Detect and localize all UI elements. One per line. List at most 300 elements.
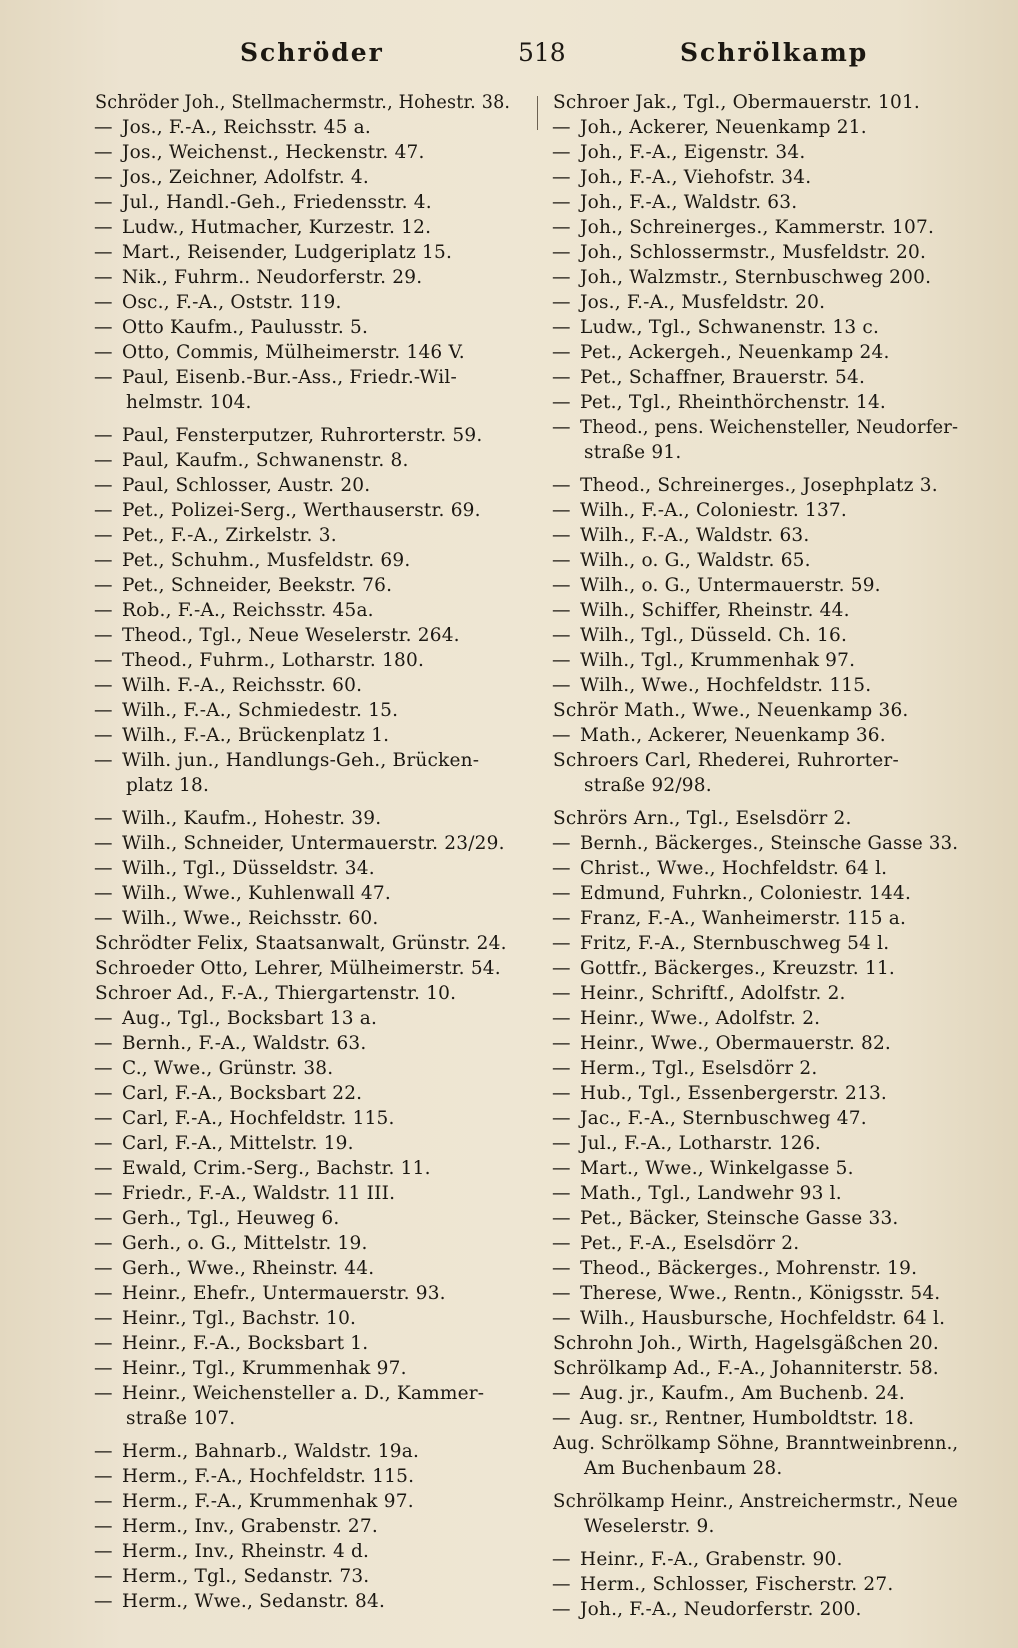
entry-text: Wilh., Schneider, Untermauerstr. 23/29. bbox=[122, 833, 505, 854]
directory-entry bbox=[92, 315, 512, 340]
entry-text: Joh., Schreinerges., Kammerstr. 107. bbox=[580, 217, 935, 238]
directory-entry bbox=[550, 1406, 960, 1431]
repeat-dash: — bbox=[94, 1516, 113, 1537]
entry-text: Heinr., F.-A., Bocksbart 1. bbox=[122, 1333, 369, 1354]
directory-entry bbox=[92, 1081, 512, 1106]
repeat-dash: — bbox=[94, 1108, 113, 1129]
repeat-dash: — bbox=[94, 550, 113, 571]
entry-text: Ludw., Tgl., Schwanenstr. 13 c. bbox=[580, 317, 880, 338]
entry-text: Schrölkamp Ad., F.-A., Johanniterstr. 58. bbox=[553, 1358, 939, 1379]
entry-text: Jul., Handl.-Geh., Friedensstr. 4. bbox=[122, 192, 432, 213]
entry-text: Joh., Schlossermstr., Musfeldstr. 20. bbox=[580, 242, 927, 263]
repeat-dash: — bbox=[552, 958, 571, 979]
directory-entry bbox=[550, 1106, 960, 1131]
directory-entry-continuation bbox=[550, 773, 960, 798]
entry-text: Paul, Schlosser, Austr. 20. bbox=[122, 475, 371, 496]
entry-text: Bernh., Bäckerges., Steinsche Gasse 33. bbox=[580, 833, 959, 854]
entry-text: Wilh., Wwe., Hochfeldstr. 115. bbox=[580, 675, 872, 696]
repeat-dash: — bbox=[94, 167, 113, 188]
directory-entry bbox=[92, 548, 512, 573]
repeat-dash: — bbox=[94, 1158, 113, 1179]
directory-entry bbox=[92, 1106, 512, 1131]
repeat-dash: — bbox=[94, 575, 113, 596]
directory-entry bbox=[92, 1056, 512, 1081]
repeat-dash: — bbox=[552, 1083, 571, 1104]
entry-text: Wilh., F.-A., Schmiedestr. 15. bbox=[122, 700, 399, 721]
entry-text: Theod., Bäckerges., Mohrenstr. 19. bbox=[580, 1258, 918, 1279]
directory-entry bbox=[550, 340, 960, 365]
directory-entry bbox=[92, 806, 512, 831]
repeat-dash: — bbox=[94, 725, 113, 746]
directory-entry bbox=[550, 1256, 960, 1281]
entry-text: Herm., Tgl., Sedanstr. 73. bbox=[122, 1566, 370, 1587]
entry-text: Theod., pens. Weichensteller, Neudorfer- bbox=[580, 417, 959, 438]
entry-text: Pet., Schaffner, Brauerstr. 54. bbox=[580, 367, 866, 388]
repeat-dash: — bbox=[552, 392, 571, 413]
directory-entry-continuation bbox=[550, 1456, 960, 1481]
directory-entry bbox=[550, 365, 960, 390]
directory-entry bbox=[92, 165, 512, 190]
entry-text: Math., Ackerer, Neuenkamp 36. bbox=[580, 725, 886, 746]
repeat-dash: — bbox=[94, 858, 113, 879]
directory-entry bbox=[92, 1564, 512, 1589]
entry-text: straße 107. bbox=[126, 1408, 236, 1429]
repeat-dash: — bbox=[94, 1591, 113, 1612]
repeat-dash: — bbox=[552, 1574, 571, 1595]
directory-entry bbox=[92, 1156, 512, 1181]
repeat-dash: — bbox=[552, 1158, 571, 1179]
directory-entry bbox=[92, 981, 512, 1006]
directory-entry bbox=[92, 956, 512, 981]
repeat-dash: — bbox=[552, 500, 571, 521]
directory-entry bbox=[92, 1181, 512, 1206]
directory-entry bbox=[92, 881, 512, 906]
entry-text: Joh., F.-A., Viehofstr. 34. bbox=[580, 167, 812, 188]
directory-entry bbox=[92, 1031, 512, 1056]
directory-entry bbox=[92, 140, 512, 165]
entry-text: Gerh., o. G., Mittelstr. 19. bbox=[122, 1233, 368, 1254]
entry-text: Schröder Joh., Stellmachermstr., Hohestr. 38. bbox=[95, 92, 511, 113]
directory-entry bbox=[550, 1206, 960, 1231]
directory-entry bbox=[550, 315, 960, 340]
directory-entry bbox=[92, 931, 512, 956]
repeat-dash: — bbox=[552, 475, 571, 496]
repeat-dash: — bbox=[552, 1183, 571, 1204]
entry-text: Otto Kaufm., Paulusstr. 5. bbox=[122, 317, 369, 338]
directory-entry bbox=[550, 856, 960, 881]
entry-text: Edmund, Fuhrkn., Coloniestr. 144. bbox=[580, 883, 912, 904]
entry-text: Jac., F.-A., Sternbuschweg 47. bbox=[580, 1108, 867, 1129]
directory-entry bbox=[92, 623, 512, 648]
directory-entry bbox=[92, 1539, 512, 1564]
repeat-dash: — bbox=[552, 983, 571, 1004]
directory-entry bbox=[92, 215, 512, 240]
directory-entry bbox=[550, 698, 960, 723]
directory-entry bbox=[550, 1572, 960, 1597]
directory-entry bbox=[92, 423, 512, 448]
entry-text: Herm., F.-A., Hochfeldstr. 115. bbox=[122, 1466, 415, 1487]
repeat-dash: — bbox=[94, 242, 113, 263]
repeat-dash: — bbox=[552, 242, 571, 263]
repeat-dash: — bbox=[552, 142, 571, 163]
directory-entry bbox=[92, 1439, 512, 1464]
directory-entry bbox=[92, 1306, 512, 1331]
entry-text: Rob., F.-A., Reichsstr. 45a. bbox=[122, 600, 374, 621]
directory-entry bbox=[550, 1131, 960, 1156]
directory-entry bbox=[92, 498, 512, 523]
directory-entry bbox=[92, 906, 512, 931]
entry-text: Wilh. F.-A., Reichsstr. 60. bbox=[122, 675, 363, 696]
directory-entry bbox=[550, 648, 960, 673]
entry-text: Wilh., Hausbursche, Hochfeldstr. 64 l. bbox=[580, 1308, 946, 1329]
repeat-dash: — bbox=[552, 933, 571, 954]
directory-entry bbox=[92, 1231, 512, 1256]
directory-entry bbox=[550, 140, 960, 165]
directory-entry bbox=[550, 723, 960, 748]
directory-entry bbox=[550, 1381, 960, 1406]
entry-text: Heinr., Wwe., Obermauerstr. 82. bbox=[580, 1033, 892, 1054]
directory-entry bbox=[92, 1006, 512, 1031]
repeat-dash: — bbox=[552, 1549, 571, 1570]
repeat-dash: — bbox=[552, 1408, 571, 1429]
repeat-dash: — bbox=[94, 808, 113, 829]
entry-text: Aug. jr., Kaufm., Am Buchenb. 24. bbox=[580, 1383, 905, 1404]
directory-entry bbox=[550, 598, 960, 623]
directory-entry bbox=[92, 115, 512, 140]
directory-entry bbox=[550, 748, 960, 773]
entry-text: Jos., Zeichner, Adolfstr. 4. bbox=[122, 167, 369, 188]
directory-entry bbox=[92, 1356, 512, 1381]
repeat-dash: — bbox=[552, 1133, 571, 1154]
repeat-dash: — bbox=[94, 1208, 113, 1229]
directory-entry bbox=[92, 1331, 512, 1356]
entry-text: Pet., F.-A., Zirkelstr. 3. bbox=[122, 525, 337, 546]
entry-text: Heinr., F.-A., Grabenstr. 90. bbox=[580, 1549, 843, 1570]
repeat-dash: — bbox=[94, 267, 113, 288]
entry-text: Pet., Bäcker, Steinsche Gasse 33. bbox=[580, 1208, 899, 1229]
entry-text: Math., Tgl., Landwehr 93 l. bbox=[580, 1183, 842, 1204]
directory-entry bbox=[550, 473, 960, 498]
entry-text: Carl, F.-A., Hochfeldstr. 115. bbox=[122, 1108, 395, 1129]
entry-text: Herm., Bahnarb., Waldstr. 19a. bbox=[122, 1441, 420, 1462]
entry-text: straße 91. bbox=[584, 442, 682, 463]
entry-text: Gerh., Tgl., Heuweg 6. bbox=[122, 1208, 340, 1229]
directory-entry bbox=[92, 648, 512, 673]
entry-text: Wilh., Wwe., Kuhlenwall 47. bbox=[122, 883, 391, 904]
directory-entry bbox=[92, 1464, 512, 1489]
entry-text: Herm., Inv., Grabenstr. 27. bbox=[122, 1516, 378, 1537]
directory-entry bbox=[92, 90, 512, 115]
repeat-dash: — bbox=[94, 1441, 113, 1462]
entry-text: Wilh., o. G., Untermauerstr. 59. bbox=[580, 575, 881, 596]
directory-entry bbox=[92, 1514, 512, 1539]
repeat-dash: — bbox=[552, 883, 571, 904]
entry-text: Mart., Reisender, Ludgeriplatz 15. bbox=[122, 242, 453, 263]
directory-entry bbox=[550, 1181, 960, 1206]
directory-entry bbox=[550, 673, 960, 698]
repeat-dash: — bbox=[552, 1258, 571, 1279]
entry-text: Pet., Schuhm., Musfeldstr. 69. bbox=[122, 550, 411, 571]
entry-text: Mart., Wwe., Winkelgasse 5. bbox=[580, 1158, 854, 1179]
entry-text: Schrör Math., Wwe., Neuenkamp 36. bbox=[553, 700, 909, 721]
repeat-dash: — bbox=[552, 650, 571, 671]
entry-text: Aug., Tgl., Bocksbart 13 a. bbox=[122, 1008, 378, 1029]
directory-entry bbox=[550, 1281, 960, 1306]
directory-entry bbox=[550, 981, 960, 1006]
repeat-dash: — bbox=[552, 725, 571, 746]
entry-text: Ewald, Crim.-Serg., Bachstr. 11. bbox=[122, 1158, 431, 1179]
entry-text: Jos., Weichenst., Heckenstr. 47. bbox=[122, 142, 425, 163]
directory-entry bbox=[550, 115, 960, 140]
repeat-dash: — bbox=[552, 1383, 571, 1404]
entry-text: Franz, F.-A., Wanheimerstr. 115 a. bbox=[580, 908, 907, 929]
entry-text: Bernh., F.-A., Waldstr. 63. bbox=[122, 1033, 367, 1054]
directory-entry bbox=[92, 598, 512, 623]
running-head-right: Schrölkamp bbox=[680, 38, 869, 67]
repeat-dash: — bbox=[552, 342, 571, 363]
directory-entry bbox=[550, 806, 960, 831]
entry-text: Paul, Fensterputzer, Ruhrorterstr. 59. bbox=[122, 425, 483, 446]
repeat-dash: — bbox=[552, 417, 571, 438]
entry-text: Heinr., Wwe., Adolfstr. 2. bbox=[580, 1008, 821, 1029]
directory-entry bbox=[92, 856, 512, 881]
repeat-dash: — bbox=[94, 1383, 113, 1404]
repeat-dash: — bbox=[94, 883, 113, 904]
repeat-dash: — bbox=[552, 1208, 571, 1229]
directory-entry bbox=[550, 1597, 960, 1622]
repeat-dash: — bbox=[94, 142, 113, 163]
directory-entry bbox=[550, 881, 960, 906]
entry-text: Paul, Kaufm., Schwanenstr. 8. bbox=[122, 450, 409, 471]
repeat-dash: — bbox=[94, 1566, 113, 1587]
entry-text: Wilh., Kaufm., Hohestr. 39. bbox=[122, 808, 382, 829]
entry-text: Heinr., Schriftf., Adolfstr. 2. bbox=[580, 983, 846, 1004]
entry-text: Wilh., F.-A., Waldstr. 63. bbox=[580, 525, 810, 546]
repeat-dash: — bbox=[94, 1233, 113, 1254]
repeat-dash: — bbox=[552, 117, 571, 138]
entry-text: Theod., Fuhrm., Lotharstr. 180. bbox=[122, 650, 425, 671]
entry-text: Jos., F.-A., Reichsstr. 45 a. bbox=[122, 117, 371, 138]
entry-text: Otto, Commis, Mülheimerstr. 146 V. bbox=[122, 342, 465, 363]
directory-entry bbox=[550, 1031, 960, 1056]
entry-text: Wilh., F.-A., Coloniestr. 137. bbox=[580, 500, 847, 521]
entry-text: Jul., F.-A., Lotharstr. 126. bbox=[580, 1133, 821, 1154]
entry-text: Wilh., o. G., Waldstr. 65. bbox=[580, 550, 811, 571]
repeat-dash: — bbox=[94, 1541, 113, 1562]
entry-text: Pet., F.-A., Eselsdörr 2. bbox=[580, 1233, 800, 1254]
repeat-dash: — bbox=[552, 367, 571, 388]
repeat-dash: — bbox=[552, 908, 571, 929]
directory-entry bbox=[550, 573, 960, 598]
left-column bbox=[92, 90, 512, 1614]
repeat-dash: — bbox=[94, 908, 113, 929]
repeat-dash: — bbox=[552, 1308, 571, 1329]
directory-entry bbox=[550, 1356, 960, 1381]
repeat-dash: — bbox=[94, 450, 113, 471]
entry-text: Schroeder Otto, Lehrer, Mülheimerstr. 54. bbox=[95, 958, 501, 979]
directory-entry bbox=[550, 548, 960, 573]
repeat-dash: — bbox=[94, 425, 113, 446]
entry-text: Joh., F.-A., Waldstr. 63. bbox=[580, 192, 798, 213]
directory-entry bbox=[550, 1306, 960, 1331]
directory-entry bbox=[92, 723, 512, 748]
entry-text: Pet., Ackergeh., Neuenkamp 24. bbox=[580, 342, 890, 363]
entry-text: helmstr. 104. bbox=[126, 392, 252, 413]
repeat-dash: — bbox=[94, 1258, 113, 1279]
repeat-dash: — bbox=[94, 500, 113, 521]
entry-text: Heinr., Weichensteller a. D., Kammer- bbox=[122, 1383, 485, 1404]
repeat-dash: — bbox=[94, 750, 113, 771]
repeat-dash: — bbox=[94, 475, 113, 496]
entry-text: Schroer Ad., F.-A., Thiergartenstr. 10. bbox=[95, 983, 457, 1004]
directory-entry bbox=[550, 1547, 960, 1572]
entry-text: Schrölkamp Heinr., Anstreichermstr., Neue bbox=[553, 1491, 958, 1512]
entry-text: Carl, F.-A., Bocksbart 22. bbox=[122, 1083, 363, 1104]
directory-entry bbox=[550, 240, 960, 265]
directory-entry bbox=[550, 498, 960, 523]
entry-text: Herm., F.-A., Krummenhak 97. bbox=[122, 1491, 414, 1512]
repeat-dash: — bbox=[94, 1491, 113, 1512]
repeat-dash: — bbox=[94, 650, 113, 671]
directory-entry bbox=[92, 748, 512, 773]
directory-entry bbox=[550, 623, 960, 648]
repeat-dash: — bbox=[552, 675, 571, 696]
directory-entry bbox=[92, 1131, 512, 1156]
directory-entry bbox=[550, 1231, 960, 1256]
repeat-dash: — bbox=[552, 267, 571, 288]
repeat-dash: — bbox=[94, 525, 113, 546]
directory-entry bbox=[550, 1056, 960, 1081]
directory-entry bbox=[92, 448, 512, 473]
repeat-dash: — bbox=[552, 858, 571, 879]
repeat-dash: — bbox=[94, 700, 113, 721]
repeat-dash: — bbox=[552, 317, 571, 338]
repeat-dash: — bbox=[552, 550, 571, 571]
repeat-dash: — bbox=[94, 1058, 113, 1079]
entry-text: Herm., Tgl., Eselsdörr 2. bbox=[580, 1058, 818, 1079]
directory-entry bbox=[92, 673, 512, 698]
repeat-dash: — bbox=[94, 1333, 113, 1354]
directory-entry bbox=[550, 290, 960, 315]
entry-text: C., Wwe., Grünstr. 38. bbox=[122, 1058, 334, 1079]
entry-text: Schroers Carl, Rhederei, Ruhrorter- bbox=[553, 750, 899, 771]
repeat-dash: — bbox=[94, 1466, 113, 1487]
directory-entry bbox=[92, 523, 512, 548]
directory-entry bbox=[550, 906, 960, 931]
directory-entry bbox=[550, 1431, 960, 1456]
directory-entry bbox=[550, 956, 960, 981]
repeat-dash: — bbox=[94, 833, 113, 854]
directory-entry bbox=[92, 1256, 512, 1281]
repeat-dash: — bbox=[552, 1008, 571, 1029]
directory-entry bbox=[550, 1081, 960, 1106]
directory-entry bbox=[92, 831, 512, 856]
repeat-dash: — bbox=[552, 1599, 571, 1620]
repeat-dash: — bbox=[552, 217, 571, 238]
directory-entry bbox=[550, 523, 960, 548]
entry-text: Friedr., F.-A., Waldstr. 11 III. bbox=[122, 1183, 396, 1204]
entry-text: Pet., Schneider, Beekstr. 76. bbox=[122, 575, 393, 596]
entry-text: Jos., F.-A., Musfeldstr. 20. bbox=[580, 292, 826, 313]
repeat-dash: — bbox=[552, 600, 571, 621]
entry-text: Pet., Tgl., Rheinthörchenstr. 14. bbox=[580, 392, 886, 413]
directory-entry bbox=[92, 340, 512, 365]
repeat-dash: — bbox=[94, 1183, 113, 1204]
directory-entry bbox=[92, 573, 512, 598]
entry-text: Schroer Jak., Tgl., Obermauerstr. 101. bbox=[553, 92, 921, 113]
directory-entry bbox=[92, 190, 512, 215]
entry-text: Wilh., Tgl., Düsseld. Ch. 16. bbox=[580, 625, 848, 646]
repeat-dash: — bbox=[94, 1008, 113, 1029]
directory-entry bbox=[92, 290, 512, 315]
directory-entry bbox=[550, 1489, 960, 1514]
repeat-dash: — bbox=[94, 1283, 113, 1304]
repeat-dash: — bbox=[94, 1308, 113, 1329]
repeat-dash: — bbox=[552, 1058, 571, 1079]
entry-text: Schrohn Joh., Wirth, Hagelsgäßchen 20. bbox=[553, 1333, 939, 1354]
entry-text: Am Buchenbaum 28. bbox=[584, 1458, 783, 1479]
repeat-dash: — bbox=[94, 1083, 113, 1104]
page-number: 518 bbox=[518, 38, 566, 67]
repeat-dash: — bbox=[94, 217, 113, 238]
entry-text: straße 92/98. bbox=[584, 775, 712, 796]
directory-entry bbox=[550, 90, 960, 115]
entry-text: Herm., Schlosser, Fischerstr. 27. bbox=[580, 1574, 894, 1595]
entry-text: Ludw., Hutmacher, Kurzestr. 12. bbox=[122, 217, 432, 238]
repeat-dash: — bbox=[94, 1358, 113, 1379]
directory-entry bbox=[550, 1006, 960, 1031]
repeat-dash: — bbox=[94, 192, 113, 213]
entry-text: Joh., Ackerer, Neuenkamp 21. bbox=[580, 117, 867, 138]
directory-entry-continuation bbox=[550, 1514, 960, 1539]
entry-text: Wilh., Tgl., Düsseldstr. 34. bbox=[122, 858, 375, 879]
repeat-dash: — bbox=[94, 367, 113, 388]
running-head-left: Schröder bbox=[240, 38, 384, 67]
repeat-dash: — bbox=[94, 1033, 113, 1054]
directory-entry-continuation bbox=[550, 440, 960, 465]
repeat-dash: — bbox=[94, 342, 113, 363]
repeat-dash: — bbox=[94, 292, 113, 313]
entry-text: Osc., F.-A., Oststr. 119. bbox=[122, 292, 342, 313]
directory-entry bbox=[92, 1589, 512, 1614]
directory-entry bbox=[92, 698, 512, 723]
entry-text: Therese, Wwe., Rentn., Königsstr. 54. bbox=[580, 1283, 941, 1304]
column-divider bbox=[537, 96, 538, 130]
repeat-dash: — bbox=[94, 625, 113, 646]
directory-entry bbox=[550, 831, 960, 856]
entry-text: Aug. Schrölkamp Söhne, Branntweinbrenn., bbox=[553, 1433, 959, 1454]
entry-text: Joh., F.-A., Neudorferstr. 200. bbox=[580, 1599, 862, 1620]
entry-text: Wilh. jun., Handlungs-Geh., Brücken- bbox=[122, 750, 480, 771]
entry-text: Heinr., Tgl., Krummenhak 97. bbox=[122, 1358, 407, 1379]
right-column bbox=[550, 90, 960, 1622]
entry-text: Heinr., Tgl., Bachstr. 10. bbox=[122, 1308, 357, 1329]
directory-entry bbox=[550, 165, 960, 190]
repeat-dash: — bbox=[94, 117, 113, 138]
directory-entry bbox=[550, 265, 960, 290]
directory-entry-continuation bbox=[92, 390, 512, 415]
directory-entry bbox=[550, 215, 960, 240]
directory-entry bbox=[550, 415, 960, 440]
directory-entry-continuation bbox=[92, 1406, 512, 1431]
directory-entry bbox=[92, 1381, 512, 1406]
repeat-dash: — bbox=[94, 317, 113, 338]
directory-entry bbox=[92, 1489, 512, 1514]
entry-text: Schrörs Arn., Tgl., Eselsdörr 2. bbox=[553, 808, 852, 829]
entry-text: Wilh., Schiffer, Rheinstr. 44. bbox=[580, 600, 850, 621]
repeat-dash: — bbox=[552, 1108, 571, 1129]
repeat-dash: — bbox=[552, 1233, 571, 1254]
